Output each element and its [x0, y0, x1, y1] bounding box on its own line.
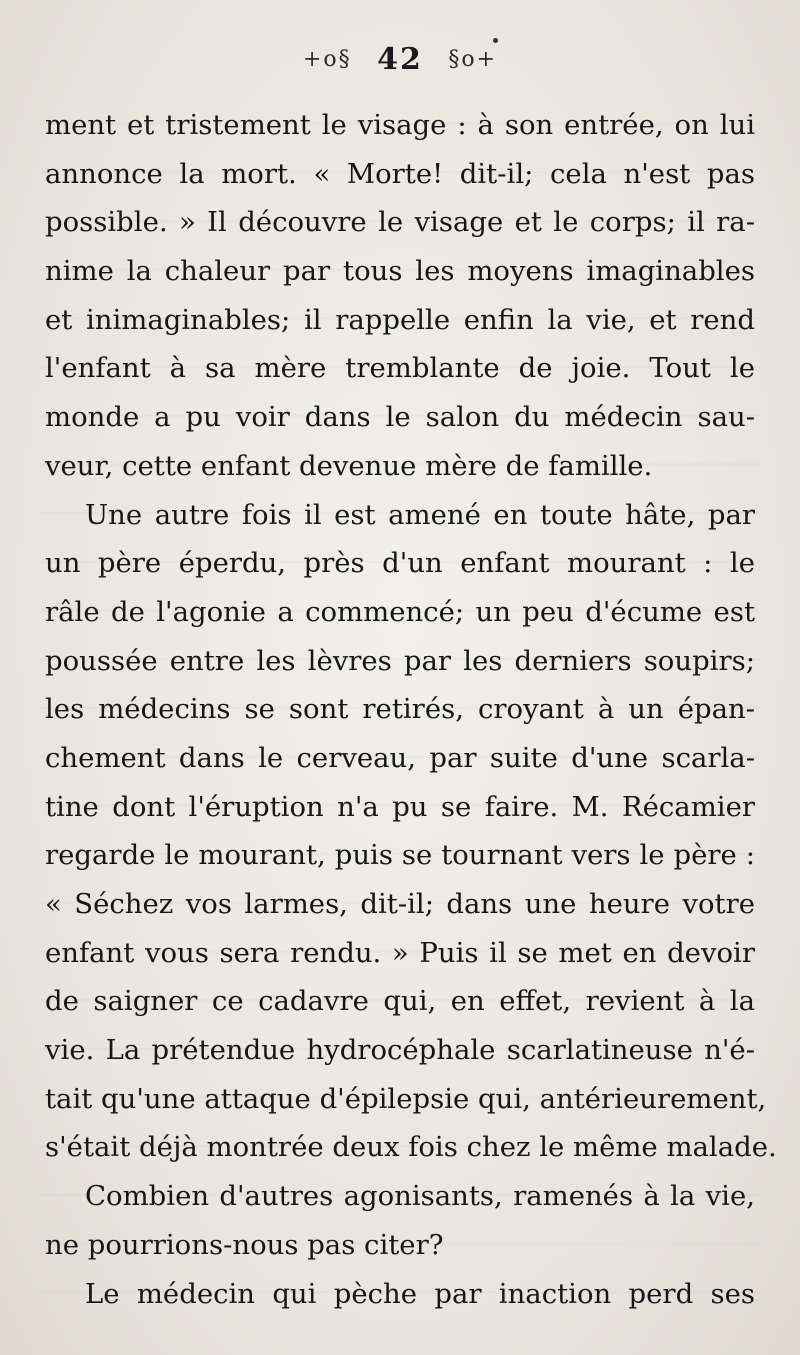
text-line: ment et tristement le visage : à son entrée, on lui [45, 109, 755, 141]
text-line: regarde le mourant, puis se tournant vers le père : [45, 839, 755, 872]
text-line: vie. La prétendue hydrocéphale scarlatineuse n'é- [45, 1034, 755, 1067]
text-line: Une autre fois il est amené en toute hâte, par [85, 498, 755, 531]
text-line: Combien d'autres agonisants, ramenés à la vie, [85, 1180, 755, 1213]
left-ornament: +o§ [302, 47, 352, 72]
text-line: de saigner ce cadavre qui, en effet, revient à la [45, 985, 755, 1018]
text-line: nime la chaleur par tous les moyens imaginables [45, 255, 755, 288]
text-line: Le médecin qui pèche par inaction perd ses [85, 1277, 755, 1310]
text-line: veur, cette enfant devenue mère de famille. [45, 449, 653, 482]
text-line: et inimaginables; il rappelle enfin la vie, et rend [45, 303, 755, 336]
ink-dot [493, 38, 498, 43]
text-line: s'était déjà montrée deux fois chez le même malade. [45, 1131, 777, 1164]
paragraph-p1 [45, 101, 755, 491]
text-line: possible. » Il découvre le visage et le corps; il ra- [45, 206, 755, 239]
text-line: monde a pu voir dans le salon du médecin sau- [45, 401, 755, 434]
body-text [45, 101, 777, 1318]
text-line: poussée entre les lèvres par les derniers soupirs; [45, 644, 755, 677]
paragraph-p3 [45, 1172, 755, 1269]
text-line: annonce la mort. « Morte! dit-il; cela n'est pas [45, 157, 755, 190]
page-number: 42 [377, 42, 423, 77]
paragraph-p4 [45, 1270, 755, 1319]
text-line: enfant vous sera rendu. » Puis il se met en devoir [45, 936, 755, 969]
text-line: l'enfant à sa mère tremblante de joie. Tout le [45, 352, 755, 385]
text-line: tine dont l'éruption n'a pu se faire. M. Récamier [45, 790, 755, 823]
text-line: les médecins se sont retirés, croyant à un épan- [45, 693, 755, 726]
paragraph-p2 [45, 491, 777, 1173]
text-line: ne pourrions-nous pas citer? [45, 1228, 444, 1261]
right-ornament: §o+ [448, 47, 498, 72]
text-line: tait qu'une attaque d'épilepsie qui, antérieurement, [45, 1082, 767, 1115]
page-header [0, 42, 800, 77]
text-line: râle de l'agonie a commencé; un peu d'écume est [45, 595, 755, 628]
text-line: « Séchez vos larmes, dit-il; dans une heure votre [45, 888, 755, 920]
text-line: chement dans le cerveau, par suite d'une scarla- [45, 741, 755, 774]
text-line: un père éperdu, près d'un enfant mourant : le [45, 547, 755, 580]
